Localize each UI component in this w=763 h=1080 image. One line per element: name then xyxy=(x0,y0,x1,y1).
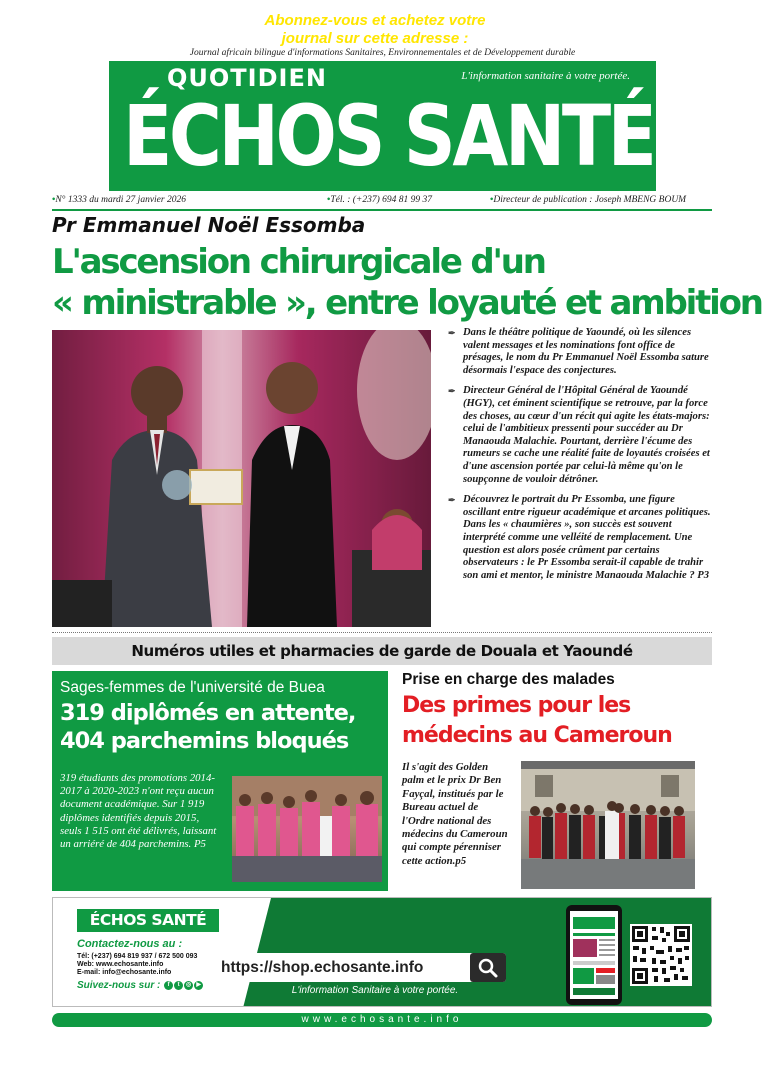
lead-kicker: Pr Emmanuel Noël Essomba xyxy=(52,213,366,237)
pen-icon: ✒ xyxy=(448,386,456,397)
follow-label: Suivez-nous sur : xyxy=(77,980,161,991)
qr-code-icon xyxy=(630,924,692,986)
midwives-story[interactable] xyxy=(52,671,388,891)
masthead xyxy=(109,61,656,191)
follow-us xyxy=(77,980,203,991)
lead-headline-line1: L'ascension chirurgicale d'un xyxy=(52,242,545,282)
shop-url[interactable]: https://shop.echosante.info xyxy=(211,953,506,982)
masthead-quotidien: QUOTIDIEN xyxy=(167,64,327,92)
search-button[interactable] xyxy=(470,953,506,982)
contact-title: Contactez-nous au : xyxy=(77,938,183,950)
doctors-headline-line2: médecins au Cameroun xyxy=(402,723,672,748)
pen-icon: ✒ xyxy=(448,495,456,506)
graduates-group-photo xyxy=(232,776,382,882)
lead-paragraph: ✒ Découvrez le portrait du Pr Essomba, une figure oscillant entre rigueur académique et arcanes politiques. Dans les « chaumières », son succès est souvent interprété comme une velléité de remplacement. Une question est alors posée crûment par certains observateurs : le Pr Essomba serait-il capable de trahir son ami et mentor, le ministre Manaouda Malachie ? P3 xyxy=(448,494,711,581)
masthead-title: ÉCHOS SANTÉ xyxy=(123,87,654,185)
doctors-headline-line1: Des primes pour les xyxy=(402,693,631,718)
phone-screen xyxy=(570,911,618,999)
midwives-headline-line2: 404 parchemins bloqués xyxy=(60,728,349,754)
pen-icon: ✒ xyxy=(448,328,456,338)
green-rule xyxy=(52,209,712,211)
facebook-icon[interactable]: f xyxy=(164,981,173,990)
masthead-slogan: L'information sanitaire à votre portée. xyxy=(461,70,630,82)
midwives-headline xyxy=(60,699,355,755)
contact-web[interactable]: Web: www.echosante.info xyxy=(77,961,164,968)
award-ceremony-photo xyxy=(52,330,431,627)
masthead-tagline: Journal africain bilingue d'informations Sanitaires, Environnementales et de Développement durable xyxy=(189,48,576,58)
newspaper-thumbnail xyxy=(570,911,618,999)
lead-summary xyxy=(448,327,713,590)
contact-email[interactable]: E-mail: info@echosante.info xyxy=(77,969,172,976)
banner-logo: ÉCHOS SANTÉ xyxy=(77,909,219,932)
contact-tel: Tél: (+237) 694 819 937 / 672 500 093 xyxy=(77,953,198,960)
lead-paragraph: ✒ Directeur Général de l'Hôpital Général de Yaoundé (HGY), cet éminent scientifique se retrouve, par la force des choses, au cœur d'un récit qui agite les états-majors: celui de l'ambitieux pressenti pour succéder au Dr Manaouda Malachie. Pourtant, derrière l'écume des rumeurs se cache une réalité faite de loyautés croisées et d'une ascension portée par celui-là même qu'on le soupçonne de vouloir détrôner. xyxy=(448,385,710,485)
midwives-kicker: Sages-femmes de l'université de Buea xyxy=(60,679,325,696)
phone-mockup xyxy=(566,905,622,1005)
doctors-group-photo xyxy=(521,761,695,889)
doctors-photo xyxy=(521,761,695,889)
footer-website[interactable]: www.echosante.info xyxy=(52,1013,712,1027)
subscribe-cta xyxy=(240,12,510,48)
publication-director: •Directeur de publication : Joseph MBENG BOUM xyxy=(490,195,687,205)
doctors-body: Il s'agit des Golden palm et le prix Dr Ben Fayçal, institués par le Bureau actuel de l'Ordre national des médecins du Cameroun qui compte pérenniser cette action.p5 xyxy=(402,761,508,867)
midwives-headline-line1: 319 diplômés en attente, xyxy=(60,700,356,726)
lead-paragraph: ✒ Dans le théâtre politique de Yaoundé, où les silences valent messages et les nominations font office de présages, le nom du Pr Emmanuel Noël Essomba sature désormais l'espace des conjectures. xyxy=(448,327,709,376)
subscribe-cta-line2: journal sur cette adresse : xyxy=(281,30,469,47)
midwives-body: 319 étudiants des promotions 2014-2017 à 2020-2023 n'ont reçu aucun document académique. Sur 1 919 diplômes identifiés depuis 2015, seuls 1 515 ont été délivrés, laissant un arriéré de 404 parchemins. P5 xyxy=(60,772,217,851)
pharmacies-bar[interactable]: Numéros utiles et pharmacies de garde de Douala et Yaoundé xyxy=(52,637,712,665)
youtube-icon[interactable]: ▶ xyxy=(194,981,203,990)
doctors-kicker: Prise en charge des malades xyxy=(402,671,615,688)
subscribe-cta-line1: Abonnez-vous et achetez votre xyxy=(264,12,486,29)
lead-headline-line2: « ministrable », entre loyauté et ambition xyxy=(52,283,762,323)
twitter-icon[interactable]: t xyxy=(174,981,183,990)
doctors-headline[interactable] xyxy=(402,691,712,751)
lead-photo xyxy=(52,330,431,627)
banner-slogan: L'information Sanitaire à votre portée. xyxy=(291,985,459,996)
search-icon xyxy=(470,953,506,982)
lead-headline xyxy=(52,242,762,324)
dotted-divider xyxy=(52,632,712,633)
issue-info-line xyxy=(52,195,712,209)
issue-number: •N° 1333 du mardi 27 janvier 2026 xyxy=(52,195,186,205)
instagram-icon[interactable]: ◎ xyxy=(186,981,192,988)
phone-number: •Tél. : (+237) 694 81 99 37 xyxy=(327,195,432,205)
midwives-photo xyxy=(232,776,382,882)
qr-code[interactable] xyxy=(630,924,692,986)
